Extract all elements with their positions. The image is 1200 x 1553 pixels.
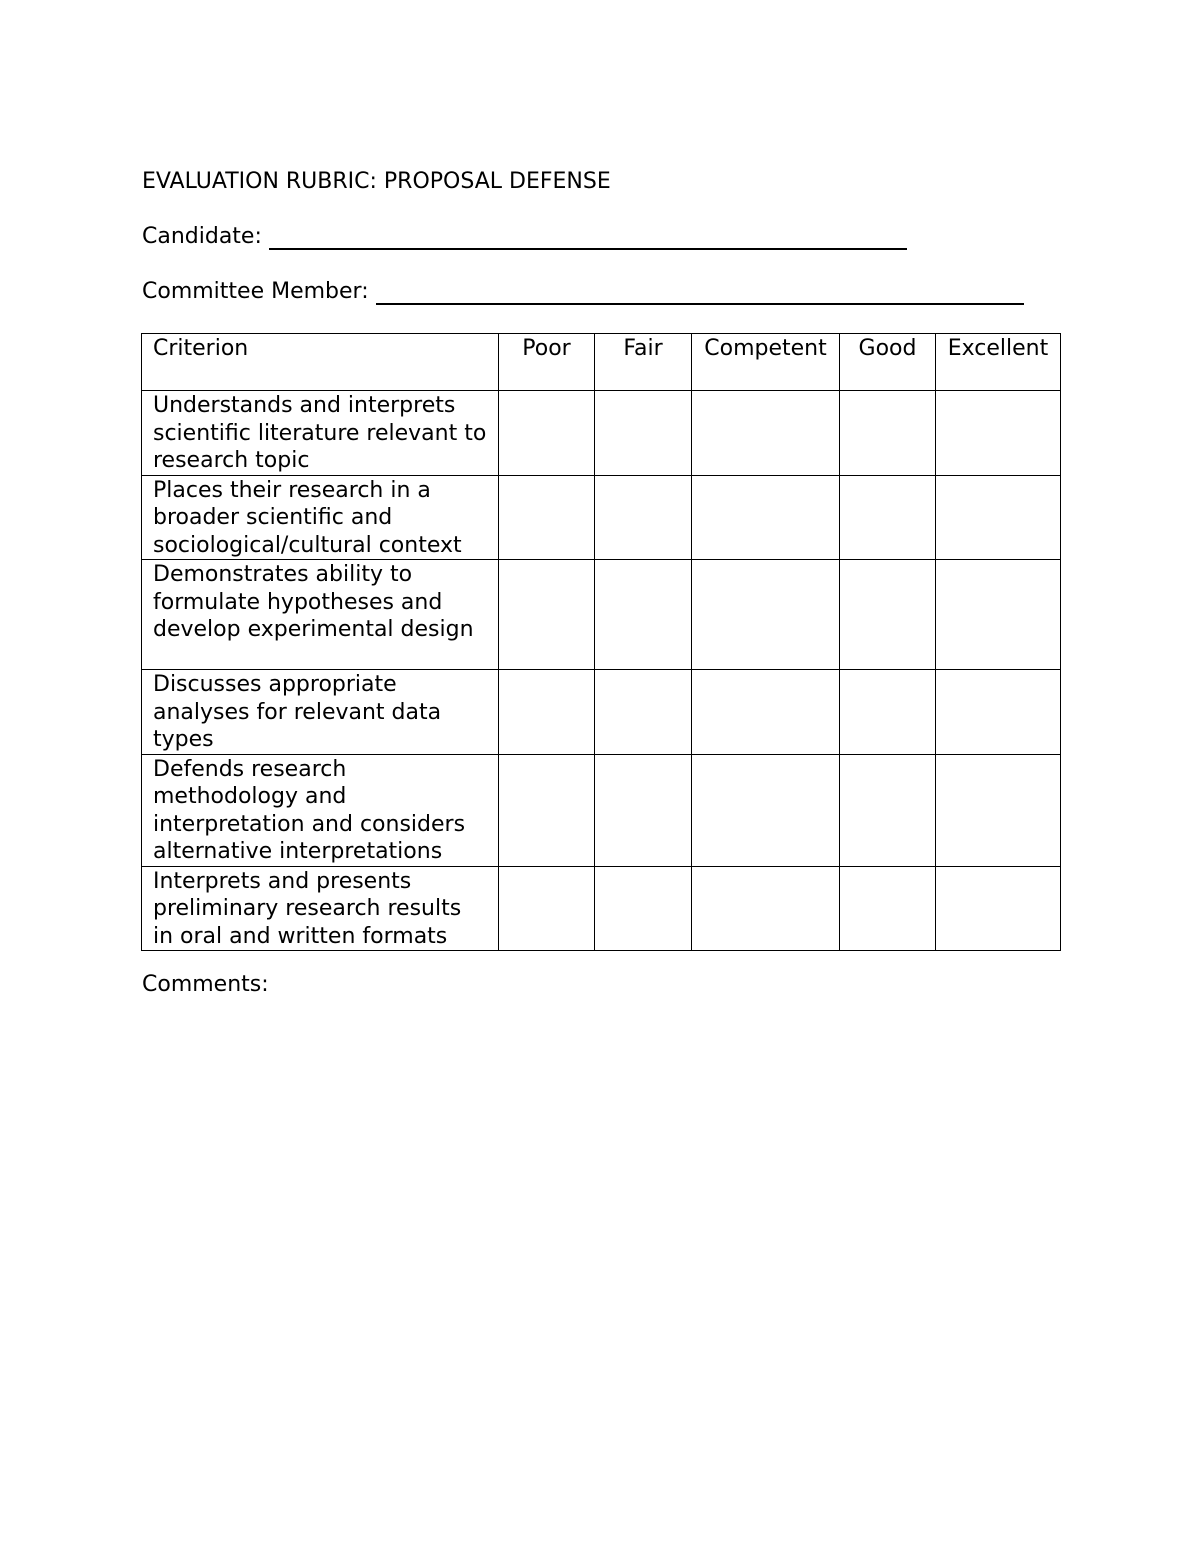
header-competent: Competent bbox=[692, 334, 840, 391]
table-row bbox=[142, 866, 1061, 951]
rating-cell-competent[interactable] bbox=[692, 560, 840, 670]
rating-cell-fair[interactable] bbox=[595, 670, 692, 755]
committee-member-blank-line[interactable] bbox=[376, 281, 1024, 305]
rating-cell-fair[interactable] bbox=[595, 475, 692, 560]
rating-cell-good[interactable] bbox=[840, 670, 936, 755]
header-poor: Poor bbox=[499, 334, 595, 391]
rating-cell-excellent[interactable] bbox=[936, 391, 1061, 476]
rating-cell-poor[interactable] bbox=[499, 391, 595, 476]
candidate-blank-line[interactable] bbox=[269, 226, 907, 250]
table-row bbox=[142, 391, 1061, 476]
table-row bbox=[142, 475, 1061, 560]
rating-cell-good[interactable] bbox=[840, 391, 936, 476]
candidate-label: Candidate: bbox=[142, 224, 262, 249]
committee-member-field bbox=[142, 279, 1024, 305]
table-header-row bbox=[142, 334, 1061, 391]
rating-cell-good[interactable] bbox=[840, 866, 936, 951]
rating-cell-poor[interactable] bbox=[499, 475, 595, 560]
table-row bbox=[142, 670, 1061, 755]
criterion-cell: Interprets and presents preliminary research results in oral and written formats bbox=[142, 866, 499, 951]
criterion-cell: Places their research in a broader scientific and sociological/cultural context bbox=[142, 475, 499, 560]
rating-cell-excellent[interactable] bbox=[936, 670, 1061, 755]
rating-cell-excellent[interactable] bbox=[936, 475, 1061, 560]
header-criterion: Criterion bbox=[142, 334, 499, 391]
rating-cell-excellent[interactable] bbox=[936, 754, 1061, 866]
rating-cell-competent[interactable] bbox=[692, 754, 840, 866]
page-title: EVALUATION RUBRIC: PROPOSAL DEFENSE bbox=[142, 169, 611, 194]
rating-cell-poor[interactable] bbox=[499, 866, 595, 951]
rating-cell-fair[interactable] bbox=[595, 866, 692, 951]
rating-cell-good[interactable] bbox=[840, 560, 936, 670]
criterion-cell: Demonstrates ability to formulate hypotheses and develop experimental design bbox=[142, 560, 499, 670]
rating-cell-fair[interactable] bbox=[595, 391, 692, 476]
rating-cell-poor[interactable] bbox=[499, 754, 595, 866]
rating-cell-competent[interactable] bbox=[692, 866, 840, 951]
rating-cell-competent[interactable] bbox=[692, 670, 840, 755]
rating-cell-competent[interactable] bbox=[692, 475, 840, 560]
criterion-cell: Discusses appropriate analyses for relevant data types bbox=[142, 670, 499, 755]
rating-cell-competent[interactable] bbox=[692, 391, 840, 476]
criterion-cell: Understands and interprets scientific literature relevant to research topic bbox=[142, 391, 499, 476]
rating-cell-fair[interactable] bbox=[595, 560, 692, 670]
rating-cell-excellent[interactable] bbox=[936, 866, 1061, 951]
rating-cell-poor[interactable] bbox=[499, 560, 595, 670]
rating-cell-fair[interactable] bbox=[595, 754, 692, 866]
header-excellent: Excellent bbox=[936, 334, 1061, 391]
table-row bbox=[142, 560, 1061, 670]
comments-label: Comments: bbox=[142, 972, 269, 997]
rating-cell-excellent[interactable] bbox=[936, 560, 1061, 670]
header-fair: Fair bbox=[595, 334, 692, 391]
rating-cell-good[interactable] bbox=[840, 475, 936, 560]
header-good: Good bbox=[840, 334, 936, 391]
table-row bbox=[142, 754, 1061, 866]
criterion-cell: Defends research methodology and interpretation and considers alternative interpretations bbox=[142, 754, 499, 866]
rating-cell-good[interactable] bbox=[840, 754, 936, 866]
committee-member-label: Committee Member: bbox=[142, 279, 369, 304]
candidate-field bbox=[142, 224, 907, 250]
rating-cell-poor[interactable] bbox=[499, 670, 595, 755]
rubric-table bbox=[141, 333, 1061, 951]
